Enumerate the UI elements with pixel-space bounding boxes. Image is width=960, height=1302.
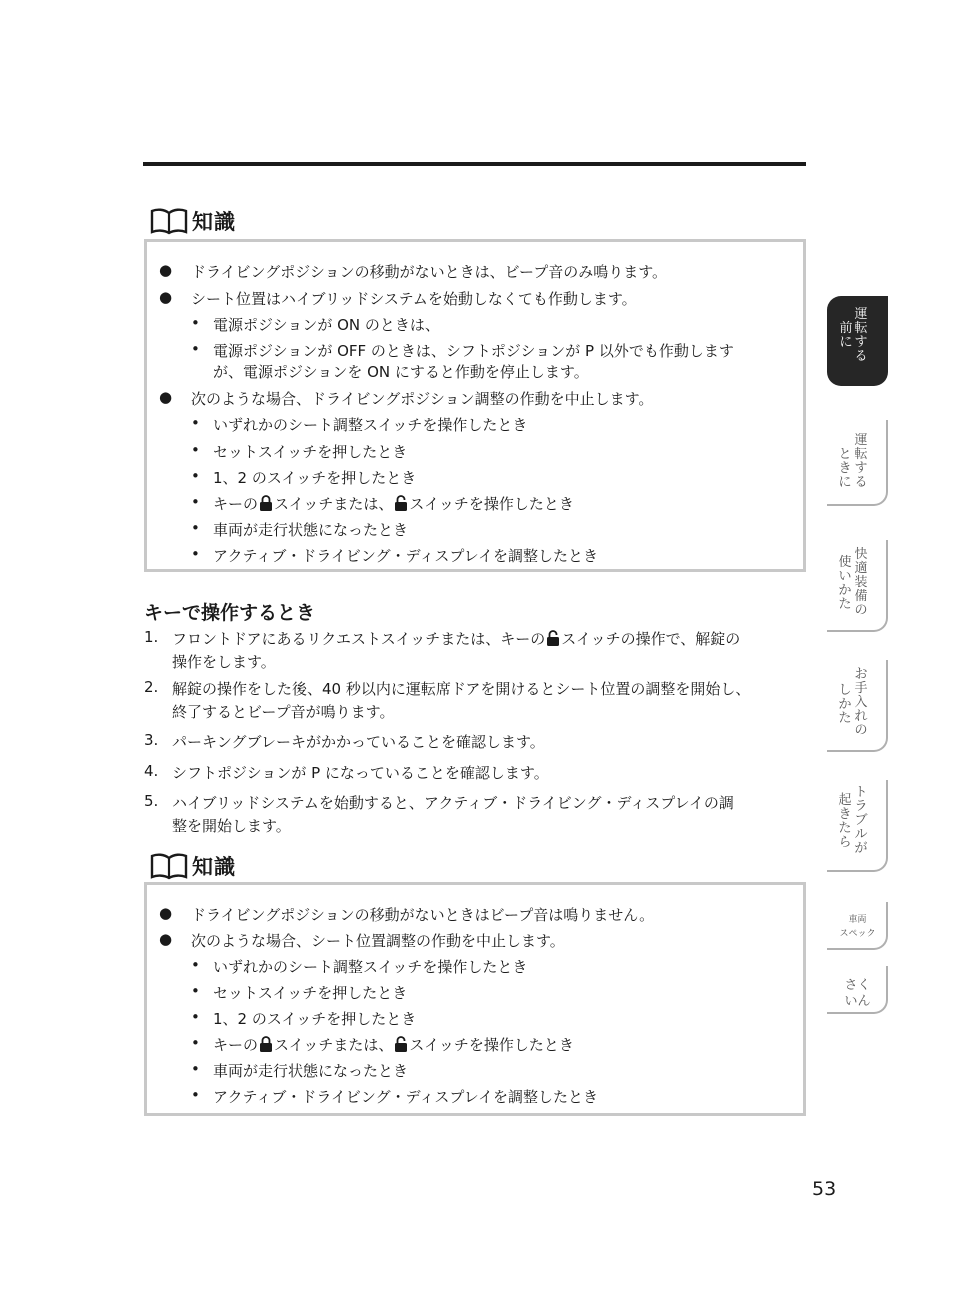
tab-comfort-features[interactable]: 快適装備の 使いかた	[827, 540, 888, 632]
list-item: いずれかのシート調整スイッチを操作したとき	[213, 416, 528, 434]
lock-icon	[259, 495, 273, 511]
knowledge-heading	[150, 851, 236, 881]
unlock-icon	[394, 495, 408, 511]
bullet: •	[191, 441, 200, 459]
list-item: 1、2 のスイッチを押したとき	[213, 1010, 417, 1028]
step-item: 3. パーキングブレーキがかかっていることを確認します。	[144, 731, 545, 751]
bullet: •	[191, 1086, 200, 1104]
bullet: •	[191, 414, 200, 432]
knowledge-box	[144, 239, 806, 572]
list-item: 電源ポジションが OFF のときは、シフトポジションが P 以外でも作動します	[213, 342, 734, 360]
knowledge-box	[144, 882, 806, 1116]
list-item: シート位置はハイブリッドシステムを始動しなくても作動します。	[191, 290, 637, 308]
bullet: •	[191, 545, 200, 563]
bullet: •	[191, 1060, 200, 1078]
bullet: ●	[159, 904, 173, 922]
section-heading: キーで操作するとき	[144, 602, 316, 624]
step-item: 1. フロントドアにあるリクエストスイッチまたは、キーの スイッチの操作で、解錠の 操作をします。	[144, 628, 741, 671]
bullet: •	[191, 1034, 200, 1052]
list-item: セットスイッチを押したとき	[213, 443, 408, 461]
list-item: いずれかのシート調整スイッチを操作したとき	[213, 958, 528, 976]
tab-index[interactable]: さく いん	[827, 966, 888, 1014]
list-item: キーの スイッチまたは、 スイッチを操作したとき	[213, 1036, 574, 1054]
knowledge-title: 知識	[192, 855, 236, 879]
tab-vehicle-specs[interactable]: 車両 スペック	[827, 902, 888, 950]
page-number: 53	[812, 1178, 837, 1200]
open-book-icon	[150, 852, 188, 880]
list-item: ドライビングポジションの移動がないときはビープ音は鳴りません。	[191, 906, 655, 924]
list-item: キーの スイッチまたは、 スイッチを操作したとき	[213, 495, 574, 513]
lock-icon	[259, 1036, 273, 1052]
step-item: 5. ハイブリッドシステムを始動すると、アクティブ・ドライビング・ディスプレイの調 整を開始します。	[144, 792, 734, 835]
list-item: 車両が走行状態になったとき	[213, 521, 409, 539]
bullet: •	[191, 493, 200, 511]
list-item: 電源ポジションが ON のときは、	[213, 316, 440, 334]
tab-while-driving[interactable]: 運転する ときに	[827, 420, 888, 506]
bullet: ●	[159, 388, 173, 406]
unlock-icon	[394, 1036, 408, 1052]
unlock-icon	[546, 630, 560, 646]
list-item: 車両が走行状態になったとき	[213, 1062, 409, 1080]
bullet: •	[191, 956, 200, 974]
bullet: ●	[159, 261, 173, 279]
bullet: •	[191, 982, 200, 1000]
bullet: ●	[159, 288, 173, 306]
list-item-continuation: が、電源ポジションを ON にすると作動を停止します。	[213, 363, 589, 381]
list-item: セットスイッチを押したとき	[213, 984, 408, 1002]
bullet: •	[191, 340, 200, 358]
tab-maintenance[interactable]: お手入れの しかた	[827, 660, 888, 752]
knowledge-title: 知識	[192, 210, 236, 234]
list-item: 1、2 のスイッチを押したとき	[213, 469, 417, 487]
tab-troubleshooting[interactable]: トラブルが 起きたら	[827, 780, 888, 872]
open-book-icon	[150, 207, 188, 235]
list-item: 次のような場合、ドライビングポジション調整の作動を中止します。	[191, 390, 654, 408]
step-item: 2. 解錠の操作をした後、40 秒以内に運転席ドアを開けるとシート位置の調整を開始し、 終了するとビープ音が鳴ります。	[144, 678, 751, 721]
top-rule	[143, 162, 806, 166]
list-item: アクティブ・ドライビング・ディスプレイを調整したとき	[213, 1088, 599, 1106]
bullet: •	[191, 314, 200, 332]
tab-before-driving[interactable]: 運転する 前に	[827, 296, 888, 386]
step-item: 4. シフトポジションが P になっていることを確認します。	[144, 762, 549, 782]
list-item: ドライビングポジションの移動がないときは、ビープ音のみ鳴ります。	[191, 263, 668, 281]
list-item: 次のような場合、シート位置調整の作動を中止します。	[191, 932, 565, 950]
bullet: •	[191, 467, 200, 485]
list-item: アクティブ・ドライビング・ディスプレイを調整したとき	[213, 547, 599, 565]
bullet: •	[191, 1008, 200, 1026]
bullet: ●	[159, 930, 173, 948]
knowledge-heading	[150, 206, 236, 236]
bullet: •	[191, 519, 200, 537]
